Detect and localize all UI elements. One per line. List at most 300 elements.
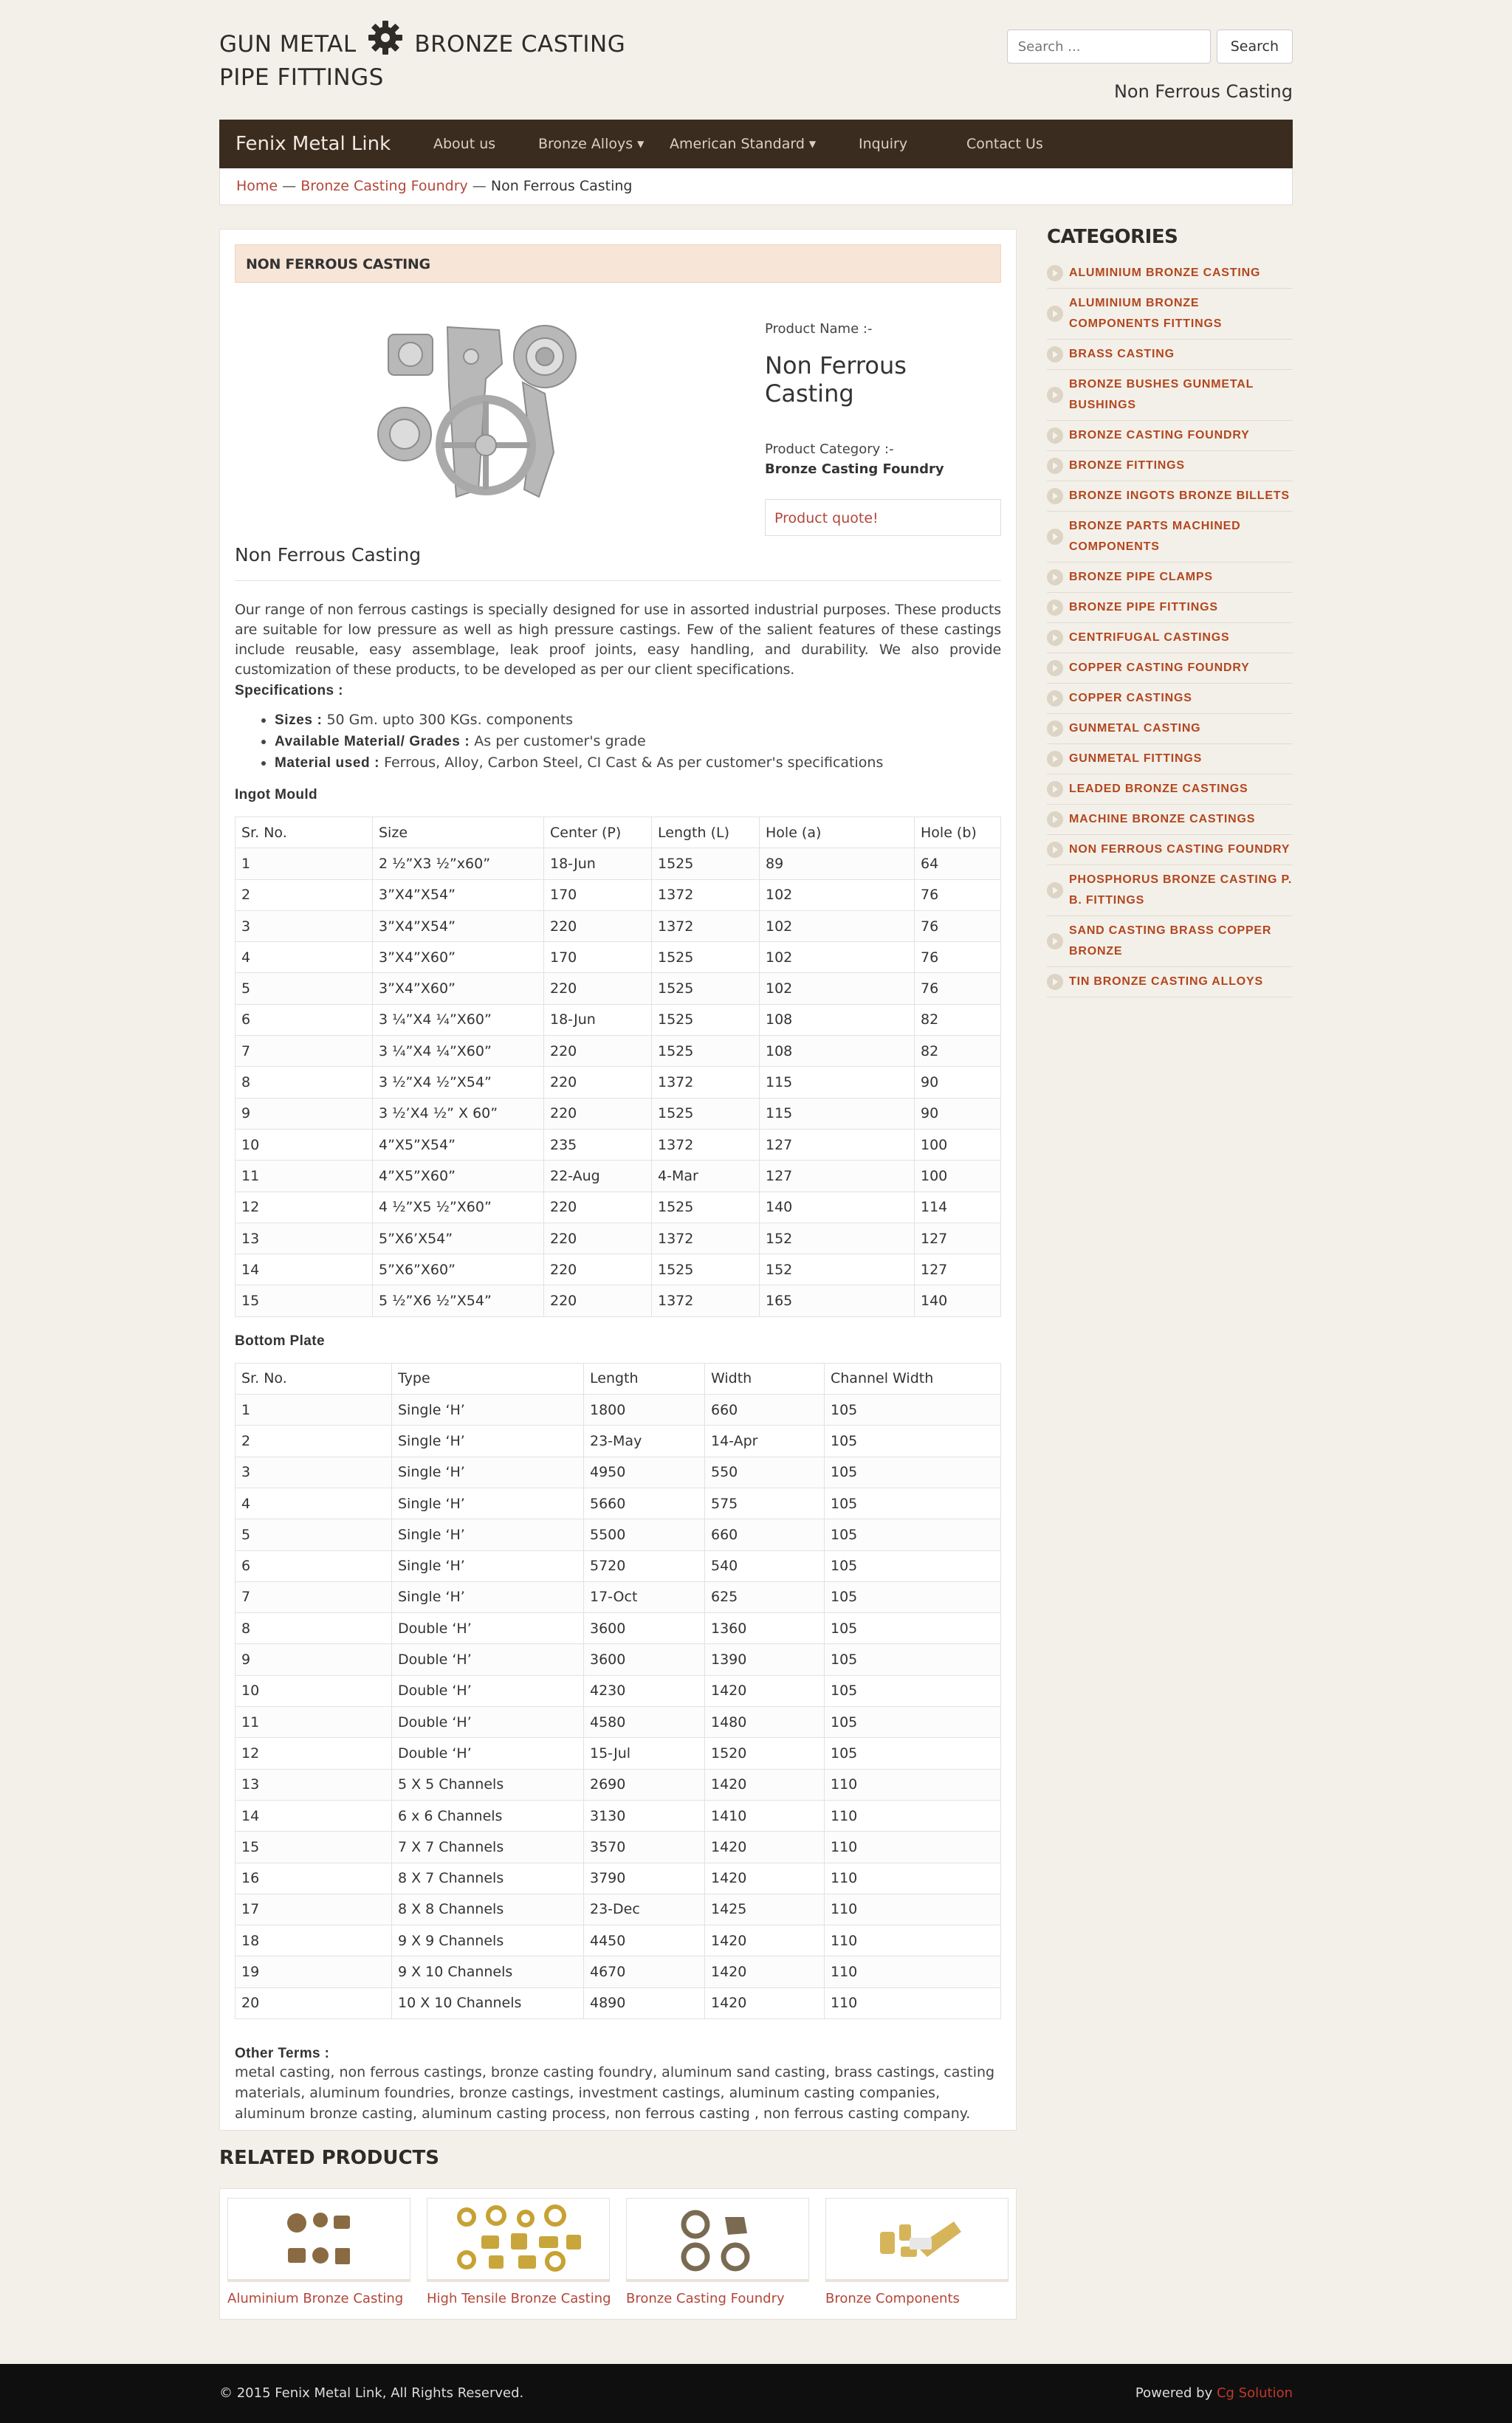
table-cell: 540 [705, 1550, 825, 1581]
table-cell: 4890 [584, 1987, 705, 2018]
category-item[interactable] [1047, 835, 1293, 865]
table-cell: 2 ½”X3 ½”x60” [373, 848, 544, 879]
table-cell: 105 [825, 1395, 1001, 1426]
table-cell: 17 [236, 1894, 392, 1925]
table-cell: 1420 [705, 1987, 825, 2018]
spec-label: Material used : [275, 755, 380, 771]
category-label: GUNMETAL CASTING [1069, 722, 1201, 735]
nav-item-label: About us [433, 136, 496, 152]
table-cell: 220 [544, 1067, 652, 1098]
category-item[interactable] [1047, 289, 1293, 340]
category-item[interactable] [1047, 774, 1293, 805]
table-cell: 170 [544, 942, 652, 973]
table-cell: 9 [236, 1644, 392, 1675]
table-cell: 15 [236, 1285, 373, 1316]
gear-icon [367, 19, 404, 56]
related-product[interactable] [626, 2198, 809, 2310]
table-cell: 15-Jul [584, 1738, 705, 1769]
table-header-row [236, 1363, 1001, 1394]
table-cell: 1372 [652, 1285, 760, 1316]
related-product-label[interactable]: Bronze Casting Foundry [626, 2291, 785, 2306]
table-cell: 8 [236, 1067, 373, 1098]
table-cell: 102 [760, 879, 915, 910]
table-cell: 1 [236, 848, 373, 879]
table-row [236, 973, 1001, 1004]
nav-item-label: American Standard [670, 136, 805, 152]
table-row [236, 1426, 1001, 1457]
table-cell: 20 [236, 1987, 392, 2018]
table-row [236, 848, 1001, 879]
breadcrumb-category[interactable]: Bronze Casting Foundry [300, 178, 468, 194]
related-product-image[interactable] [427, 2198, 610, 2282]
table-cell: 13 [236, 1769, 392, 1800]
footer-powered-link[interactable]: Cg Solution [1216, 2385, 1293, 2401]
table-row [236, 1519, 1001, 1550]
category-label: BRONZE CASTING FOUNDRY [1069, 429, 1250, 441]
table-header-cell: Sr. No. [236, 817, 373, 848]
ingot-mould-title: Ingot Mould [235, 787, 318, 802]
table-cell: 105 [825, 1644, 1001, 1675]
table-cell: 1390 [705, 1644, 825, 1675]
table-row [236, 1925, 1001, 1956]
category-label: COPPER CASTINGS [1069, 692, 1192, 704]
specifications-title: Specifications : [235, 683, 343, 698]
table-cell: 1420 [705, 1675, 825, 1706]
table-cell: 3”X4”X54” [373, 879, 544, 910]
table-row [236, 1738, 1001, 1769]
category-item[interactable] [1047, 340, 1293, 370]
table-cell: 1525 [652, 1254, 760, 1285]
table-cell: 5 [236, 1519, 392, 1550]
table-cell: 8 [236, 1613, 392, 1644]
nav-item-contact[interactable] [950, 136, 1059, 152]
table-header-cell: Hole (a) [760, 817, 915, 848]
category-label: BRONZE PIPE CLAMPS [1069, 571, 1213, 583]
table-header-cell: Length (L) [652, 817, 760, 848]
table-cell: 4-Mar [652, 1161, 760, 1192]
category-label: ALUMINIUM BRONZE CASTING [1069, 267, 1261, 279]
table-row [236, 1581, 1001, 1612]
related-thumbnail [444, 2202, 592, 2276]
category-label: BRONZE INGOTS BRONZE BILLETS [1069, 489, 1290, 502]
category-label: CENTRIFUGAL CASTINGS [1069, 631, 1230, 644]
table-cell: 3 ½”X4 ½”X54” [373, 1067, 544, 1098]
chevron-right-icon [1047, 599, 1063, 616]
table-cell: 1420 [705, 1769, 825, 1800]
category-label: BRONZE FITTINGS [1069, 459, 1185, 472]
table-row [236, 1987, 1001, 2018]
product-image[interactable] [368, 312, 604, 519]
table-cell: 110 [825, 1863, 1001, 1894]
table-cell: 220 [544, 1254, 652, 1285]
breadcrumb-home[interactable]: Home [236, 178, 278, 194]
spec-value: 50 Gm. upto 300 KGs. components [322, 712, 574, 728]
table-cell: 5720 [584, 1550, 705, 1581]
chevron-right-icon [1047, 529, 1063, 545]
breadcrumb [219, 168, 1293, 205]
table-cell: Double ‘H’ [392, 1613, 584, 1644]
table-cell: 4”X5”X54” [373, 1129, 544, 1160]
table-cell: 12 [236, 1192, 373, 1223]
table-cell: 1420 [705, 1863, 825, 1894]
table-cell: 105 [825, 1519, 1001, 1550]
other-terms-title: Other Terms : [235, 2045, 330, 2061]
table-cell: 4 [236, 942, 373, 973]
table-cell: 1480 [705, 1707, 825, 1738]
related-product-label[interactable]: Aluminium Bronze Casting [227, 2291, 404, 2306]
table-cell: 108 [760, 1036, 915, 1067]
table-cell: 23-Dec [584, 1894, 705, 1925]
table-cell: 13 [236, 1223, 373, 1254]
site-title-part2: BRONZE CASTING [414, 31, 626, 58]
table-cell: 1410 [705, 1800, 825, 1831]
table-cell: 2 [236, 1426, 392, 1457]
related-product[interactable] [825, 2198, 1008, 2310]
table-cell: 660 [705, 1395, 825, 1426]
chevron-right-icon [1047, 306, 1063, 322]
table-cell: 235 [544, 1129, 652, 1160]
spec-value: As per customer's grade [470, 733, 646, 749]
table-cell: 5 [236, 973, 373, 1004]
nav-item-label: Inquiry [859, 136, 908, 152]
table-cell: 100 [915, 1129, 1001, 1160]
table-cell: 3 [236, 1457, 392, 1488]
table-cell: 140 [760, 1192, 915, 1223]
category-item[interactable] [1047, 684, 1293, 714]
category-label: BRONZE PIPE FITTINGS [1069, 601, 1218, 614]
table-header-cell: Center (P) [544, 817, 652, 848]
table-cell: 127 [760, 1161, 915, 1192]
chevron-right-icon [1047, 488, 1063, 504]
table-cell: 1420 [705, 1956, 825, 1987]
category-label: MACHINE BRONZE CASTINGS [1069, 813, 1256, 825]
table-cell: 105 [825, 1426, 1001, 1457]
table-cell: Single ‘H’ [392, 1395, 584, 1426]
table-cell: 110 [825, 1832, 1001, 1863]
table-cell: Double ‘H’ [392, 1644, 584, 1675]
table-header-cell: Channel Width [825, 1363, 1001, 1394]
table-cell: 165 [760, 1285, 915, 1316]
category-label: TIN BRONZE CASTING ALLOYS [1069, 975, 1263, 988]
chevron-right-icon [1047, 842, 1063, 858]
table-row [236, 1395, 1001, 1426]
table-cell: 115 [760, 1067, 915, 1098]
category-item[interactable] [1047, 805, 1293, 835]
table-cell: 105 [825, 1613, 1001, 1644]
table-cell: 127 [760, 1129, 915, 1160]
table-cell: 1 [236, 1395, 392, 1426]
table-row [236, 1129, 1001, 1160]
footer-powered [1135, 2385, 1293, 2401]
table-cell: Double ‘H’ [392, 1738, 584, 1769]
table-cell: Single ‘H’ [392, 1550, 584, 1581]
product-panel [219, 229, 1017, 2131]
table-cell: 105 [825, 1707, 1001, 1738]
chevron-right-icon [1047, 690, 1063, 707]
table-cell: 11 [236, 1707, 392, 1738]
chevron-right-icon [1047, 974, 1063, 990]
table-cell: 105 [825, 1550, 1001, 1581]
table-row [236, 942, 1001, 973]
category-item[interactable] [1047, 865, 1293, 916]
table-row [236, 1488, 1001, 1519]
table-header-row [236, 817, 1001, 848]
category-item[interactable] [1047, 451, 1293, 481]
bottom-plate-title: Bottom Plate [235, 1333, 325, 1349]
table-cell: 18-Jun [544, 848, 652, 879]
spec-label: Available Material/ Grades : [275, 734, 470, 749]
table-cell: 1525 [652, 1192, 760, 1223]
category-label: BRONZE BUSHES GUNMETAL BUSHINGS [1069, 378, 1254, 411]
nav-item-label: Contact Us [966, 136, 1043, 152]
table-row [236, 1644, 1001, 1675]
table-cell: 1800 [584, 1395, 705, 1426]
table-cell: 6 x 6 Channels [392, 1800, 584, 1831]
table-cell: 7 [236, 1581, 392, 1612]
footer-powered-text: Powered by [1135, 2385, 1217, 2401]
category-item[interactable] [1047, 563, 1293, 593]
footer-copyright: © 2015 Fenix Metal Link, All Rights Reserved. [219, 2385, 524, 2401]
table-cell: 5660 [584, 1488, 705, 1519]
related-products [219, 2188, 1017, 2320]
table-cell: 1425 [705, 1894, 825, 1925]
product-heading: NON FERROUS CASTING [235, 244, 1001, 283]
table-cell: 3600 [584, 1613, 705, 1644]
table-cell: 114 [915, 1192, 1001, 1223]
table-cell: 76 [915, 879, 1001, 910]
related-thumbnail [275, 2202, 363, 2276]
product-summary [235, 283, 1001, 534]
chevron-right-icon [1047, 660, 1063, 676]
table-row [236, 1098, 1001, 1129]
table-cell: 220 [544, 1036, 652, 1067]
category-item[interactable] [1047, 623, 1293, 653]
table-cell: 76 [915, 942, 1001, 973]
table-cell: 89 [760, 848, 915, 879]
table-cell: 3”X4”X60” [373, 973, 544, 1004]
categories-sidebar [1047, 226, 1293, 997]
nav-item-inquiry[interactable] [842, 136, 950, 152]
table-cell: 550 [705, 1457, 825, 1488]
chevron-right-icon [1047, 721, 1063, 737]
table-row [236, 1769, 1001, 1800]
table-cell: 1525 [652, 942, 760, 973]
category-label: PHOSPHORUS BRONZE CASTING P. B. FITTINGS [1069, 873, 1293, 907]
table-cell: 110 [825, 1956, 1001, 1987]
caret-down-icon: ▼ [637, 139, 645, 149]
table-cell: 1372 [652, 1223, 760, 1254]
table-cell: Single ‘H’ [392, 1488, 584, 1519]
table-cell: Single ‘H’ [392, 1457, 584, 1488]
table-cell: 82 [915, 1036, 1001, 1067]
product-name: Non Ferrous Casting [765, 351, 907, 408]
category-label: SAND CASTING BRASS COPPER BRONZE [1069, 924, 1272, 958]
other-terms-text: metal casting, non ferrous castings, bronze casting foundry, aluminum sand casting, brass castings, casting materials, aluminum foundries, bronze castings, investment castings, aluminum casting companies, aluminum bronze casting, aluminum casting process, non ferrous casting , non ferrous casting company. [235, 2063, 995, 2122]
table-cell: 625 [705, 1581, 825, 1612]
breadcrumb-separator: — [278, 178, 301, 194]
table-row [236, 1956, 1001, 1987]
product-category-label: Product Category :- [765, 441, 894, 457]
table-header-cell: Width [705, 1363, 825, 1394]
table-cell: 18 [236, 1925, 392, 1956]
category-label: BRASS CASTING [1069, 348, 1175, 360]
table-cell: 2690 [584, 1769, 705, 1800]
table-cell: 76 [915, 910, 1001, 941]
chevron-right-icon [1047, 346, 1063, 362]
table-row [236, 1192, 1001, 1223]
table-row [236, 1832, 1001, 1863]
table-cell: 127 [915, 1254, 1001, 1285]
table-cell: 23-May [584, 1426, 705, 1457]
category-item[interactable] [1047, 593, 1293, 623]
table-cell: 14 [236, 1254, 373, 1285]
related-product[interactable] [427, 2198, 610, 2310]
table-cell: 110 [825, 1769, 1001, 1800]
table-cell: 3600 [584, 1644, 705, 1675]
product-category: Bronze Casting Foundry [765, 461, 944, 477]
table-cell: 4230 [584, 1675, 705, 1706]
table-cell: 1525 [652, 1098, 760, 1129]
related-product-image[interactable] [825, 2198, 1008, 2282]
categories-list [1047, 258, 1293, 997]
table-cell: 102 [760, 973, 915, 1004]
table-cell: Single ‘H’ [392, 1581, 584, 1612]
spec-item [275, 709, 1001, 731]
table-cell: 105 [825, 1738, 1001, 1769]
category-item[interactable] [1047, 916, 1293, 967]
categories-title: CATEGORIES [1047, 226, 1178, 248]
table-cell: 3 [236, 910, 373, 941]
category-item[interactable] [1047, 258, 1293, 289]
table-cell: 6 [236, 1550, 392, 1581]
table-cell: 220 [544, 1285, 652, 1316]
table-cell: 12 [236, 1738, 392, 1769]
spec-item [275, 752, 1001, 774]
nav-brand[interactable]: Fenix Metal Link [236, 133, 391, 155]
nav-item-about[interactable] [417, 136, 522, 152]
table-cell: 110 [825, 1987, 1001, 2018]
related-product-label[interactable]: Bronze Components [825, 2291, 960, 2306]
related-product-image[interactable] [626, 2198, 809, 2282]
bottom-plate-table [235, 1363, 1001, 2019]
table-cell: 4 [236, 1488, 392, 1519]
table-cell: 220 [544, 910, 652, 941]
spec-label: Sizes : [275, 712, 323, 728]
table-cell: 1360 [705, 1613, 825, 1644]
table-cell: 7 X 7 Channels [392, 1832, 584, 1863]
table-cell: 660 [705, 1519, 825, 1550]
category-item[interactable] [1047, 481, 1293, 512]
table-cell: 115 [760, 1098, 915, 1129]
table-row [236, 1223, 1001, 1254]
category-item[interactable] [1047, 512, 1293, 563]
table-cell: 1372 [652, 1067, 760, 1098]
table-cell: 9 [236, 1098, 373, 1129]
product-quote-button[interactable]: Product quote! [765, 499, 1001, 536]
related-product[interactable] [227, 2198, 410, 2310]
table-cell: 105 [825, 1488, 1001, 1519]
table-cell: 90 [915, 1098, 1001, 1129]
site-title[interactable] [219, 19, 662, 94]
table-cell: 170 [544, 879, 652, 910]
category-label: LEADED BRONZE CASTINGS [1069, 783, 1248, 795]
category-item[interactable] [1047, 967, 1293, 997]
category-item[interactable] [1047, 653, 1293, 684]
table-cell: 1372 [652, 910, 760, 941]
table-cell: 9 X 10 Channels [392, 1956, 584, 1987]
table-cell: 3130 [584, 1800, 705, 1831]
table-cell: 5 ½”X6 ½”X54” [373, 1285, 544, 1316]
related-product-label[interactable]: High Tensile Bronze Casting [427, 2291, 611, 2306]
table-cell: 9 X 9 Channels [392, 1925, 584, 1956]
site-header [219, 0, 1293, 118]
table-cell: 3 ¼”X4 ¼”X60” [373, 1004, 544, 1035]
table-cell: 102 [760, 910, 915, 941]
breadcrumb-separator: — [467, 178, 491, 194]
table-cell: 19 [236, 1956, 392, 1987]
site-title-part1: GUN METAL [219, 31, 357, 58]
category-item[interactable] [1047, 714, 1293, 744]
table-row [236, 1550, 1001, 1581]
nav-item-bronze-alloys[interactable] [522, 136, 653, 152]
table-cell: 7 [236, 1036, 373, 1067]
table-cell: 3”X4”X60” [373, 942, 544, 973]
table-cell: 14-Apr [705, 1426, 825, 1457]
table-cell: 1420 [705, 1832, 825, 1863]
table-cell: 22-Aug [544, 1161, 652, 1192]
table-cell: 110 [825, 1800, 1001, 1831]
table-cell: 102 [760, 942, 915, 973]
nav-item-label: Bronze Alloys [538, 136, 633, 152]
table-cell: 5 X 5 Channels [392, 1769, 584, 1800]
table-cell: 105 [825, 1457, 1001, 1488]
table-row [236, 1036, 1001, 1067]
table-cell: 4 ½”X5 ½”X60” [373, 1192, 544, 1223]
table-cell: 4670 [584, 1956, 705, 1987]
table-cell: 16 [236, 1863, 392, 1894]
nav-item-american-standard[interactable] [653, 136, 842, 152]
search-button[interactable]: Search [1217, 30, 1293, 63]
site-tagline: Non Ferrous Casting [1113, 81, 1293, 102]
table-cell: 4580 [584, 1707, 705, 1738]
table-cell: 15 [236, 1832, 392, 1863]
table-cell: 3 ½’X4 ½” X 60” [373, 1098, 544, 1129]
product-name-label: Product Name :- [765, 321, 873, 337]
category-item[interactable] [1047, 370, 1293, 421]
table-cell: 2 [236, 879, 373, 910]
related-product-image[interactable] [227, 2198, 410, 2282]
search-input[interactable] [1007, 30, 1211, 63]
table-cell: 1372 [652, 879, 760, 910]
table-row [236, 1254, 1001, 1285]
table-row [236, 1004, 1001, 1035]
table-row [236, 1707, 1001, 1738]
table-cell: 220 [544, 973, 652, 1004]
table-cell: 100 [915, 1161, 1001, 1192]
table-cell: 1372 [652, 1129, 760, 1160]
caret-down-icon: ▼ [808, 139, 817, 149]
table-cell: 4450 [584, 1925, 705, 1956]
product-description: Our range of non ferrous castings is specially designed for use in assorted industrial purposes. These products are suitable for low pressure as well as high pressure castings. Few of the salient features of these castings include reusable, easy assemblage, leak proof joints, easy handling, and durability. We also provide customization of these products, to be developed as per our client specifications. [235, 602, 1001, 678]
site-footer [0, 2364, 1512, 2423]
table-cell: Single ‘H’ [392, 1519, 584, 1550]
table-cell: 8 X 8 Channels [392, 1894, 584, 1925]
table-cell: 18-Jun [544, 1004, 652, 1035]
category-item[interactable] [1047, 744, 1293, 774]
table-cell: Single ‘H’ [392, 1426, 584, 1457]
table-cell: 105 [825, 1581, 1001, 1612]
category-item[interactable] [1047, 421, 1293, 451]
